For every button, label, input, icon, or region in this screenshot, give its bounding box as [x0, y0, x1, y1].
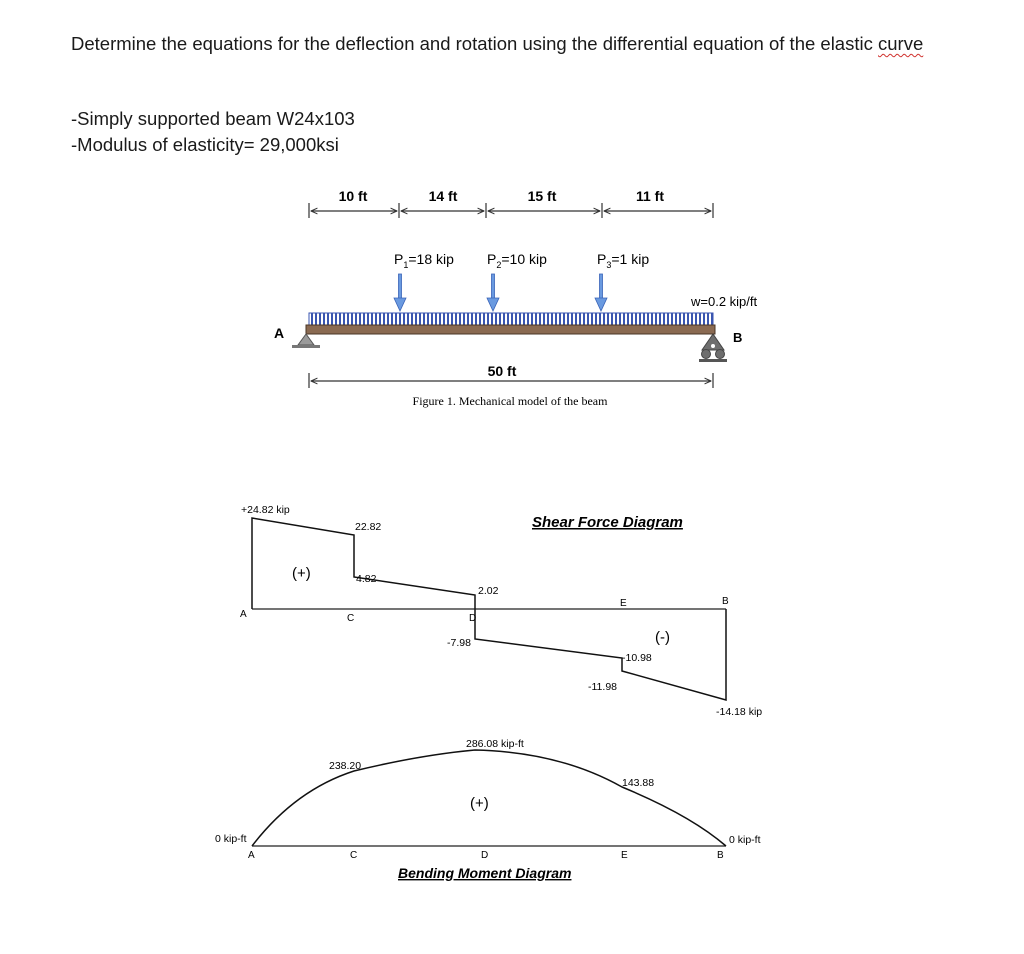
load-label-p2: $P_2=10$ kip	[487, 251, 547, 270]
shear-label-e-top: -10.98	[622, 652, 652, 664]
beam-figure	[274, 188, 758, 408]
distributed-load	[309, 313, 713, 325]
span-label-3: 15 ft	[527, 188, 557, 204]
support-a-label: A	[274, 325, 285, 341]
shear-point-b: B	[722, 596, 729, 607]
total-span-label: 50 ft	[487, 363, 517, 379]
shear-force-diagram	[240, 504, 762, 718]
load-arrow-p1	[394, 274, 406, 311]
shear-point-d: D	[469, 613, 477, 624]
shear-point-c: C	[347, 613, 355, 624]
span-dimension-line	[309, 203, 713, 218]
shear-negative-sign: (-)	[655, 629, 670, 646]
moment-label-a: 0 kip-ft	[215, 833, 247, 845]
shear-point-a: A	[240, 609, 247, 620]
load-label-p3: $P_3=1$ kip	[597, 251, 650, 270]
moment-label-d: 286.08 kip-ft	[466, 738, 524, 750]
spec-modulus: -Modulus of elasticity= 29,000ksi	[71, 134, 339, 155]
shear-label-d-bottom: -7.98	[447, 637, 471, 649]
support-b-label: B	[733, 330, 743, 345]
shear-start-value: +24.82 kip	[241, 504, 290, 516]
span-label-1: 10 ft	[338, 188, 368, 204]
shear-point-e: E	[620, 598, 627, 609]
distributed-load-label: w=0.2 kip/ft	[691, 294, 758, 309]
beam	[306, 325, 715, 334]
moment-point-a: A	[248, 850, 255, 861]
shear-positive-sign: (+)	[292, 565, 311, 582]
shear-label-c-top: 22.82	[355, 521, 382, 533]
figure-caption: Figure 1. Mechanical model of the beam	[412, 394, 608, 408]
moment-label-b: 0 kip-ft	[729, 834, 761, 846]
shear-label-e-bottom: -11.98	[588, 681, 617, 693]
moment-positive-sign: (+)	[470, 795, 489, 812]
span-label-2: 14 ft	[428, 188, 458, 204]
shear-label-d-top: 2.02	[478, 585, 499, 597]
load-label-p1: $P_1=18$ kip	[394, 251, 454, 270]
pin-support-a	[292, 334, 320, 348]
shear-label-b-end: -14.18 kip	[716, 706, 763, 718]
moment-curve	[252, 750, 726, 846]
load-arrow-p2	[487, 274, 499, 311]
load-arrow-p3	[595, 274, 607, 311]
span-label-4: 11 ft	[635, 188, 665, 204]
question-title-text: Determine the equations for the deflection and rotation using the differential equation of the elastic	[71, 33, 878, 54]
moment-point-d: D	[481, 850, 489, 861]
moment-point-e: E	[621, 850, 628, 861]
question-title-underlined-word: curve	[878, 33, 924, 54]
moment-label-c: 238.20	[329, 760, 362, 772]
moment-label-e: 143.88	[622, 777, 655, 789]
roller-support-b	[699, 334, 727, 362]
shear-label-c-bottom: 4.82	[356, 573, 377, 585]
bending-moment-diagram	[215, 738, 761, 881]
moment-point-c: C	[350, 850, 358, 861]
shear-diagram-title: Shear Force Diagram	[532, 514, 683, 531]
spec-beam: -Simply supported beam W24x103	[71, 108, 355, 129]
moment-diagram-title: Bending Moment Diagram	[398, 865, 572, 881]
moment-point-b: B	[717, 850, 724, 861]
